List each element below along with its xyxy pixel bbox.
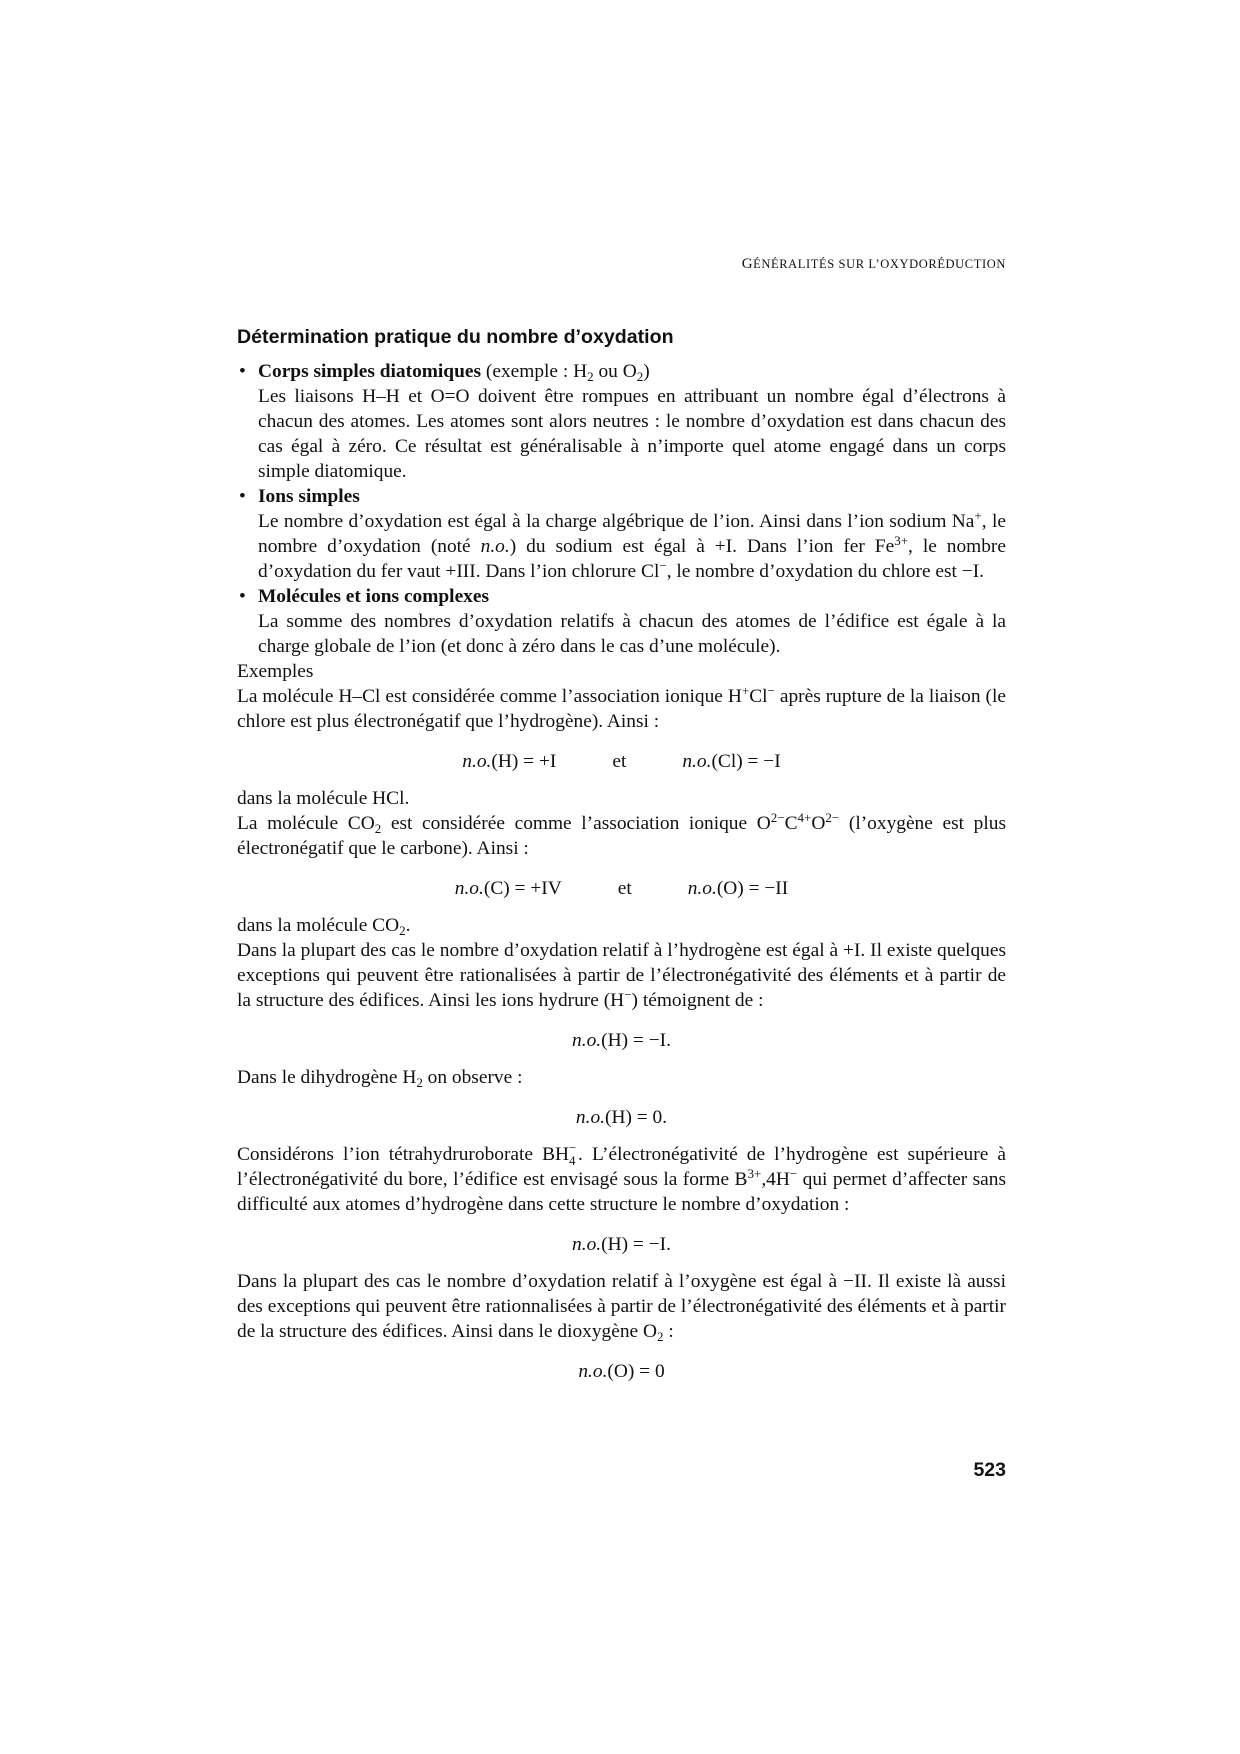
page-number: 523	[973, 1459, 1006, 1481]
equation-dihydrogen: n.o.(H) = 0.	[575, 1107, 668, 1128]
bullet-item	[237, 584, 1006, 659]
bullet-title: Molécules et ions complexes	[258, 586, 490, 607]
paragraph-co2: La molécule $CO_2$ est considérée comme l’association ionique $O^{2-}C^{4+}O^{2-}$ (l’oxygène est plus électronégatif que le carbone). Ainsi :	[237, 810, 1006, 859]
paragraph-after-co2: dans la molécule $CO_2$.	[237, 915, 411, 938]
equation-hydride: n.o.(H) = −I.	[572, 1030, 671, 1051]
bullet-icon: •	[239, 361, 246, 382]
bullet-heading: Corps simples diatomiques (exemple : $H_2$ ou $O_2$)	[258, 361, 650, 384]
equation-dioxygen: n.o.(O) = 0	[578, 1361, 665, 1382]
examples-label: Exemples	[237, 661, 314, 682]
equation-hcl: n.o.(H) = +I et n.o.(Cl) = −I	[462, 751, 781, 772]
bullet-body: Le nombre d’oxydation est égal à la charge algébrique de l’ion. Ainsi dans l’ion sodium Na+, le nombre d’oxydation (noté n.o.) du sodium est égal à +I. Dans l’ion fer $Fe^{3+}$, le nombre d’oxydation du fer vaut +III. Dans l’ion chlorure Cl−, le nombre d’oxydation du chlore est −I.	[258, 508, 1006, 582]
bullet-icon: •	[239, 486, 246, 507]
paragraph-borohydride: Considérons l’ion tétrahydruroborate BH − 4 . L’électronégativité de l’hydrogène est supérieure à l’électronégativité du bore, l’édifice est envisagé sous la forme $B^{3+},4H^-$ qui permet d’affecter sans difficulté aux atomes d’hydrogène dans cette structure le nombre d’oxydation :	[237, 1140, 1006, 1215]
bullet-icon: •	[239, 586, 246, 607]
paragraph-oxygen: Dans la plupart des cas le nombre d’oxydation relatif à l’oxygène est égal à −II. Il existe là aussi des exceptions qui peuvent être rationnalisées à partir de l’électronégativité des éléments et à partir de la structure des édifices. Ainsi dans le dioxygène $O_2$ :	[237, 1271, 1006, 1344]
paragraph-hydrogen: Dans la plupart des cas le nombre d’oxydation relatif à l’hydrogène est égal à +I. Il existe quelques exceptions qui peuvent être rationalisées à partir de l’électronégativité des éléments et à partir de la structure des édifices. Ainsi les ions hydrure (H−) témoignent de :	[237, 940, 1006, 1011]
running-head-rest: ÉNÉRALITÉS SUR L’OXYDORÉDUCTION	[753, 257, 1006, 271]
bullet-body: Les liaisons H–H et O=O doivent être rompues en attribuant un nombre égal d’électrons à chacun des atomes. Les atomes sont alors neutres : le nombre d’oxydation est dans chacun des cas égal à zéro. Ce résultat est généralisable à n’importe quel atome engagé dans un corps simple diatomique.	[258, 386, 1006, 482]
running-head	[540, 256, 1006, 273]
paragraph-after-hcl: dans la molécule HCl.	[237, 788, 410, 809]
running-head-initial: G	[741, 256, 754, 272]
section-title: Détermination pratique du nombre d’oxydation	[237, 326, 674, 348]
equation-co2: n.o.(C) = +IV et n.o.(O) = −II	[454, 878, 789, 899]
page-content	[237, 325, 1006, 1396]
bullet-title: Corps simples diatomiques	[258, 361, 482, 382]
bullet-item	[237, 359, 1006, 484]
bullet-item	[237, 484, 1006, 584]
equation-borohydride: n.o.(H) = −I.	[572, 1234, 671, 1255]
bullet-body: La somme des nombres d’oxydation relatifs à chacun des atomes de l’édifice est égale à la charge globale de l’ion (et donc à zéro dans le cas d’une molécule).	[258, 611, 1006, 657]
bullet-title: Ions simples	[258, 486, 360, 507]
paragraph-dihydrogen: Dans le dihydrogène $H_2$ on observe :	[237, 1067, 523, 1090]
paragraph-hcl: La molécule H–Cl est considérée comme l’association ionique H+Cl− après rupture de la liaison (le chlore est plus électronégatif que l’hydrogène). Ainsi :	[237, 683, 1006, 732]
